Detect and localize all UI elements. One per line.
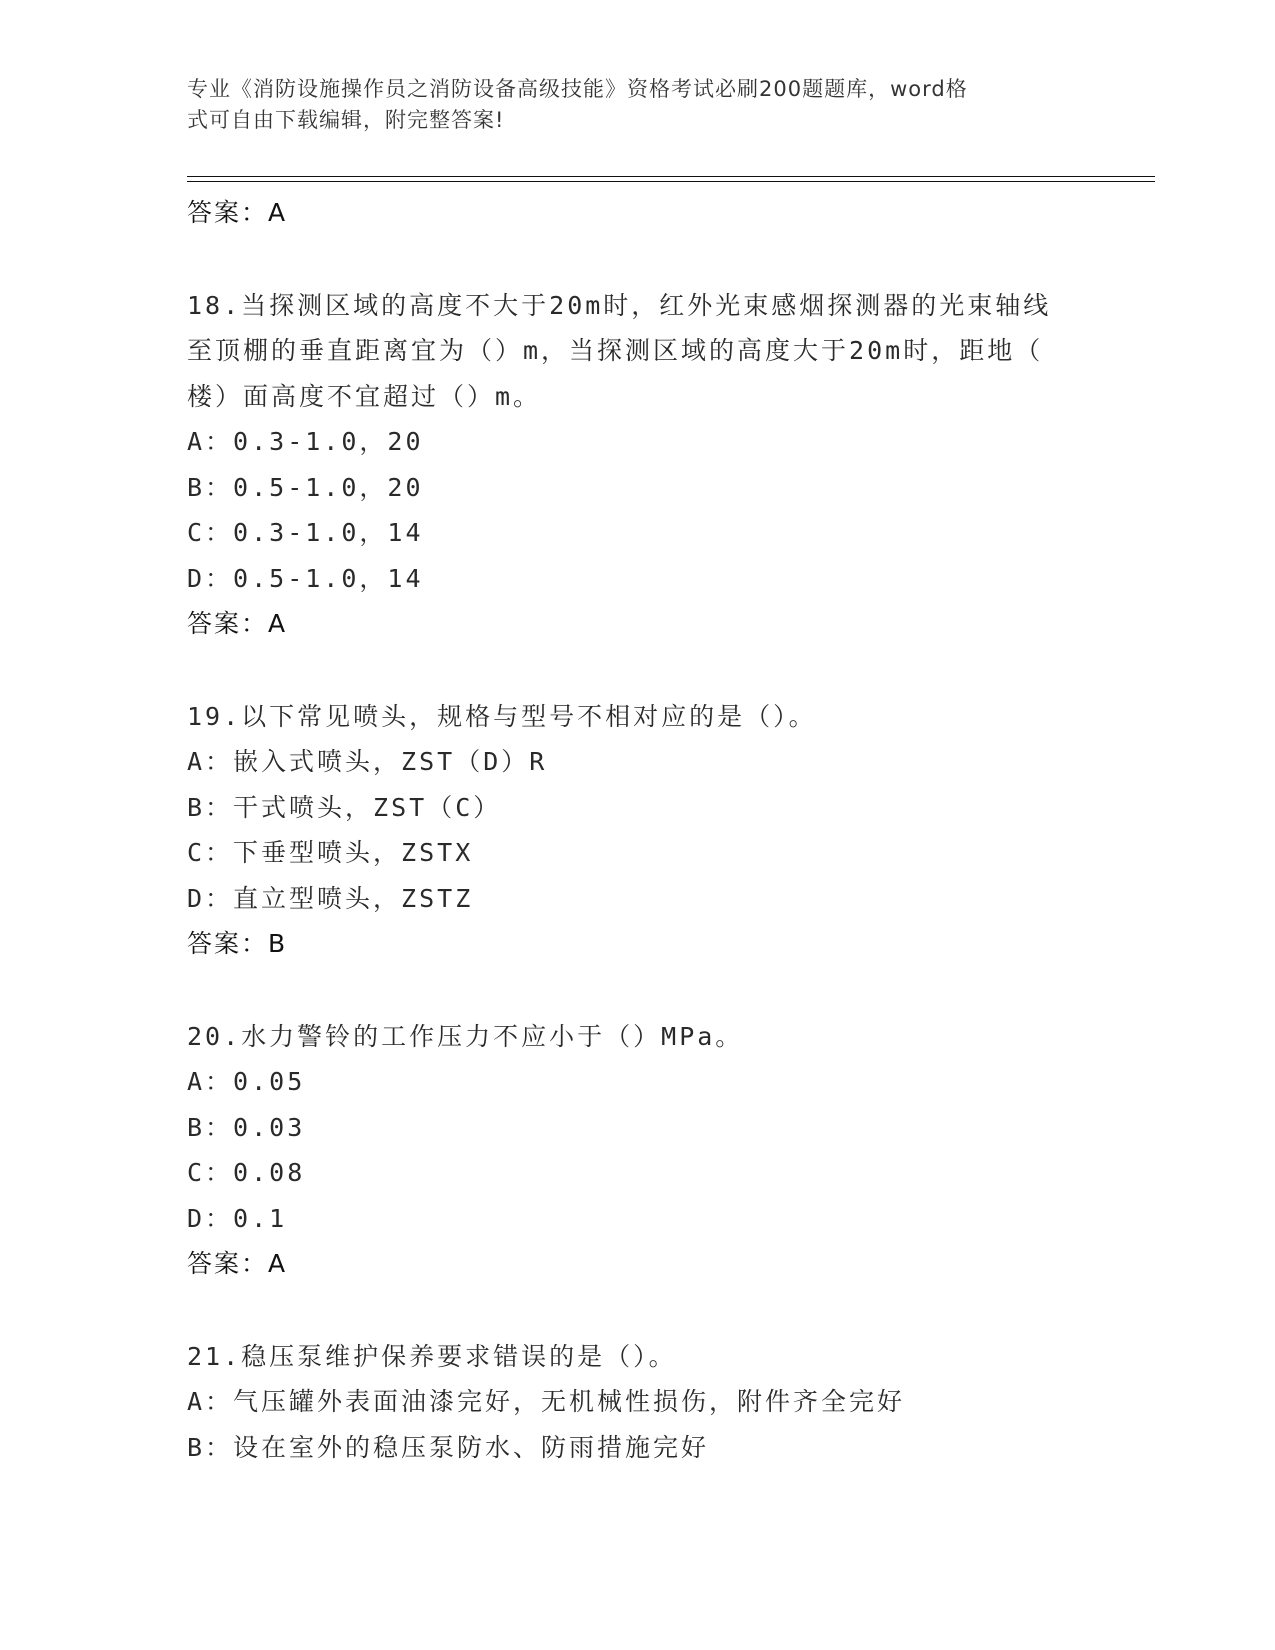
option-b: B：设在室外的稳压泵防水、防雨措施完好 [187,1432,710,1462]
answer: 答案：A [187,1249,288,1278]
option-a: A：0.3-1.0，20 [187,427,424,456]
answer: 答案：A [187,609,288,638]
document-header [187,74,1087,136]
option-b: B：0.5-1.0，20 [187,472,424,502]
question-stem-line: 18.当探测区域的高度不大于20m时，红外光束感烟探测器的光束轴线 [187,290,1052,320]
question-18 [187,283,1087,647]
option-a: A：气压罐外表面油漆完好，无机械性损伤，附件齐全完好 [187,1387,906,1416]
option-d: D：0.5-1.0，14 [187,563,424,593]
question-stem-line: 至顶棚的垂直距离宜为（）m，当探测区域的高度大于20m时，距地（ [187,336,1044,365]
question-20 [187,1014,1087,1287]
option-d: D：直立型喷头，ZSTZ [187,883,474,913]
spacer [187,967,1087,1014]
question-stem-line: 20.水力警铃的工作压力不应小于（）MPa。 [187,1021,744,1051]
option-d: D：0.1 [187,1203,288,1233]
question-21 [187,1334,1087,1471]
option-c: C：0.3-1.0，14 [187,518,424,547]
question-stem-line: 楼）面高度不宜超过（）m。 [187,381,542,411]
option-a: A：0.05 [187,1067,306,1096]
spacer [187,647,1087,694]
question-stem-line: 19.以下常见喷头，规格与型号不相对应的是（）。 [187,701,817,731]
previous-answer: 答案：A [187,198,288,227]
spacer [187,1287,1087,1334]
question-stem-line: 21.稳压泵维护保养要求错误的是（）。 [187,1341,677,1371]
option-c: C：0.08 [187,1158,306,1187]
answer: 答案：B [187,929,288,958]
header-divider-top [187,176,1155,177]
question-list [187,190,1087,1470]
header-divider-bottom [187,181,1155,182]
option-a: A：嵌入式喷头，ZST（D）R [187,747,548,776]
header-line-1: 专业《消防设施操作员之消防设备高级技能》资格考试必刷200题题库，word格 [187,77,968,101]
option-b: B：0.03 [187,1112,306,1142]
spacer [187,236,1087,283]
question-19 [187,694,1087,967]
option-b: B：干式喷头，ZST（C） [187,792,502,822]
header-line-2: 式可自由下载编辑，附完整答案! [187,108,505,132]
option-c: C：下垂型喷头，ZSTX [187,838,474,867]
